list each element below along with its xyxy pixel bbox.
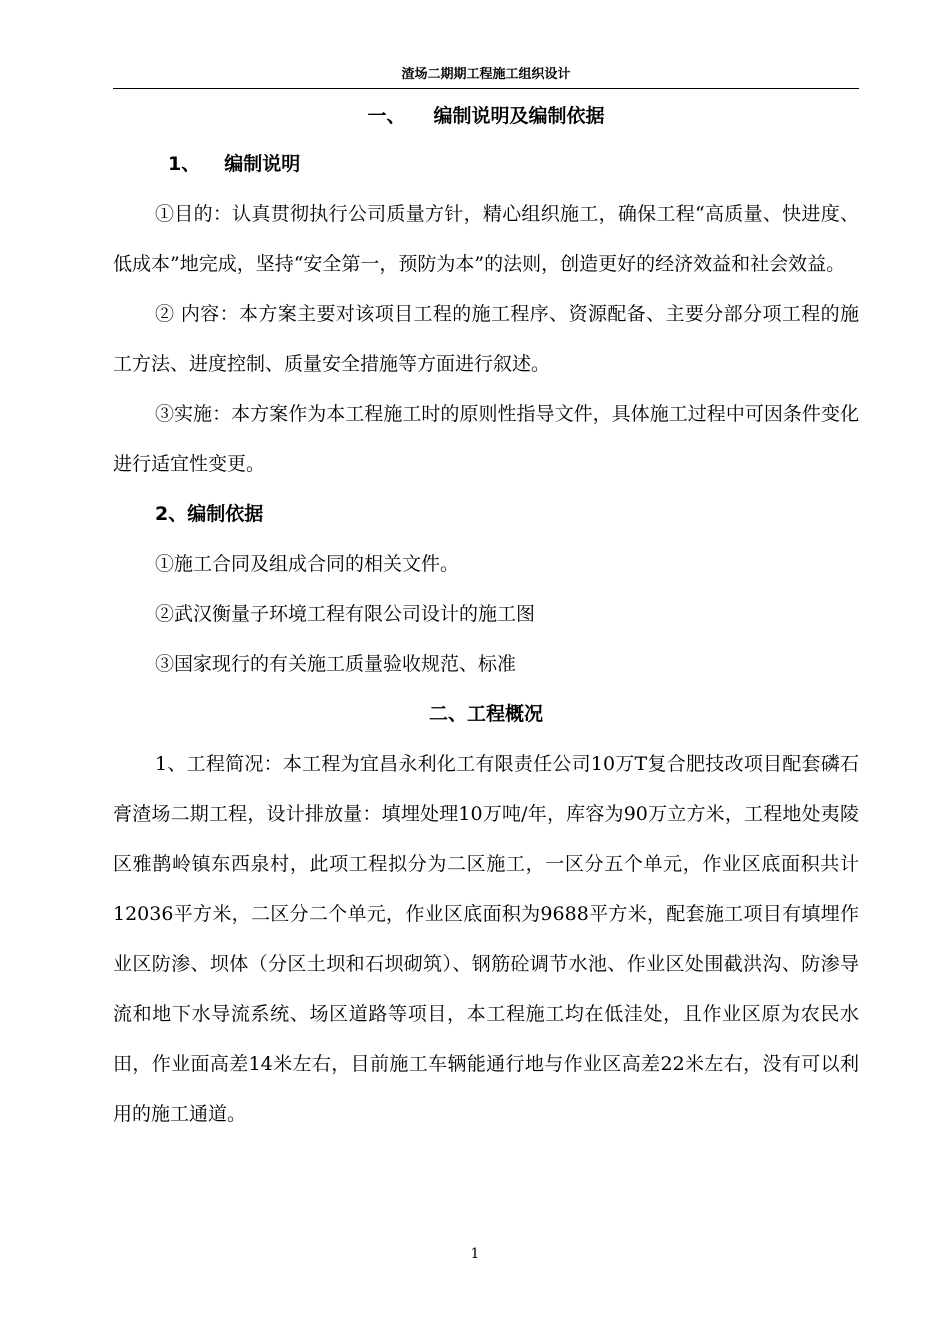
paragraph-content: ② 内容：本方案主要对该项目工程的施工程序、资源配备、主要分部分项工程的施工方法、进度控制、质量安全措施等方面进行叙述。 <box>113 303 859 375</box>
subsection-1-heading <box>113 144 859 184</box>
paragraph-purpose: ①目的：认真贯彻执行公司质量方针，精心组织施工，确保工程“高质量、快进度、低成本”地完成，坚持“安全第一，预防为本”的法则，创造更好的经济效益和社会效益。 <box>113 203 859 275</box>
document-body <box>113 96 859 1139</box>
subsection-1-title: 编制说明 <box>224 153 301 175</box>
header-title: 渣场二期期工程施工组织设计 <box>401 67 571 82</box>
section-2-heading: 二、工程概况 <box>428 703 543 725</box>
paragraph-implementation: ③实施：本方案作为本工程施工时的原则性指导文件，具体施工过程中可因条件变化进行适宜性变更。 <box>113 403 859 475</box>
page-header <box>113 64 859 89</box>
section-1-title: 编制说明及编制依据 <box>433 105 605 127</box>
section-1-number: 一、 <box>367 105 406 127</box>
subsection-2-heading: 2、编制依据 <box>155 503 264 525</box>
section-1-heading <box>113 104 859 128</box>
basis-item: ②武汉衡量子环境工程有限公司设计的施工图 <box>155 603 536 625</box>
basis-item: ③国家现行的有关施工质量验收规范、标准 <box>155 653 517 675</box>
basis-item: ①施工合同及组成合同的相关文件。 <box>155 553 460 575</box>
paragraph-project-overview: 1、工程简况：本工程为宜昌永利化工有限责任公司10万T复合肥技改项目配套磷石膏渣场二期工程，设计排放量：填埋处理10万吨/年，库容为90万立方米，工程地处夷陵区雅鹊岭镇东西泉村，此项工程拟分为二区施工，一区分五个单元，作业区底面积共计12036平方米，二区分二个单元，作业区底面积为9688平方米，配套施工项目有填埋作业区防渗、坝体（分区土坝和石坝砌筑）、钢筋砼调节水池、作业区处围截洪沟、防渗导流和地下水导流系统、场区道路等项目，本工程施工均在低洼处，且作业区原为农民水田，作业面高差14米左右，目前施工车辆能通行地与作业区高差22米左右，没有可以利用的施工通道。 <box>113 753 859 1125</box>
subsection-1-number: 1、 <box>168 153 201 175</box>
page-number: 1 <box>470 1246 480 1262</box>
